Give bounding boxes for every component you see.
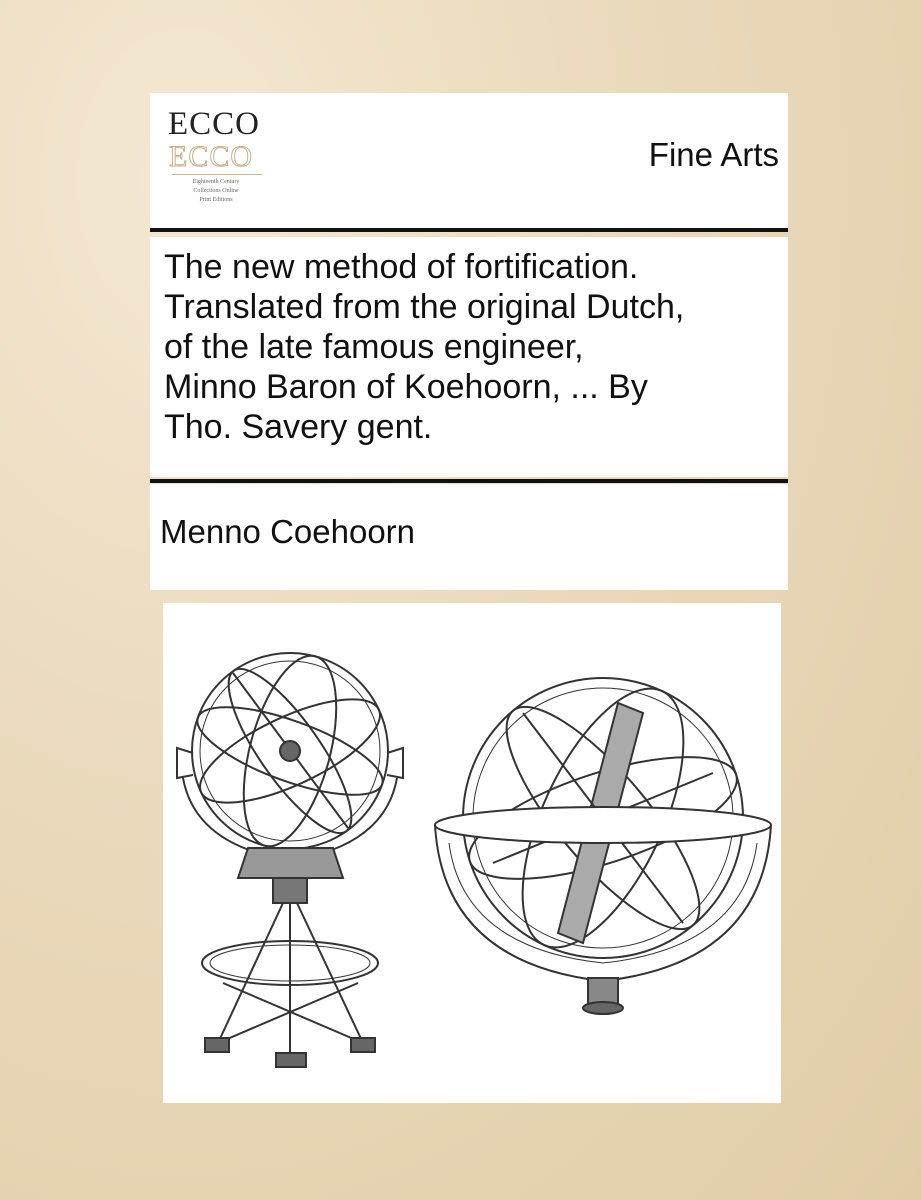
logo-letters: ECCO bbox=[168, 106, 261, 142]
publisher-logo bbox=[168, 106, 264, 216]
author-name: Menno Coehoorn bbox=[160, 513, 416, 550]
armillary-sphere-on-stand-icon bbox=[177, 646, 403, 1067]
book-title bbox=[164, 247, 774, 447]
divider-top bbox=[150, 228, 788, 232]
category-label: Fine Arts bbox=[648, 136, 779, 173]
armillary-sphere-in-hemisphere-icon bbox=[435, 666, 771, 1014]
cover-illustration bbox=[163, 603, 781, 1103]
logo-caption-2: Collections Online bbox=[193, 188, 239, 194]
title-line-5: Tho. Savery gent. bbox=[164, 408, 433, 446]
title-line-1: The new method of fortification. bbox=[164, 248, 639, 286]
title-line-2: Translated from the original Dutch, bbox=[164, 288, 685, 326]
logo-caption-1: Eighteenth Century bbox=[192, 179, 240, 185]
divider-bottom bbox=[150, 479, 788, 483]
logo-caption-3: Print Editions bbox=[199, 197, 233, 203]
title-line-3: of the late famous engineer, bbox=[164, 328, 584, 366]
title-line-4: Minno Baron of Koehoorn, ... By bbox=[164, 368, 648, 406]
logo-letters-outline: ECCO bbox=[169, 140, 254, 173]
logo-rule bbox=[172, 174, 262, 175]
